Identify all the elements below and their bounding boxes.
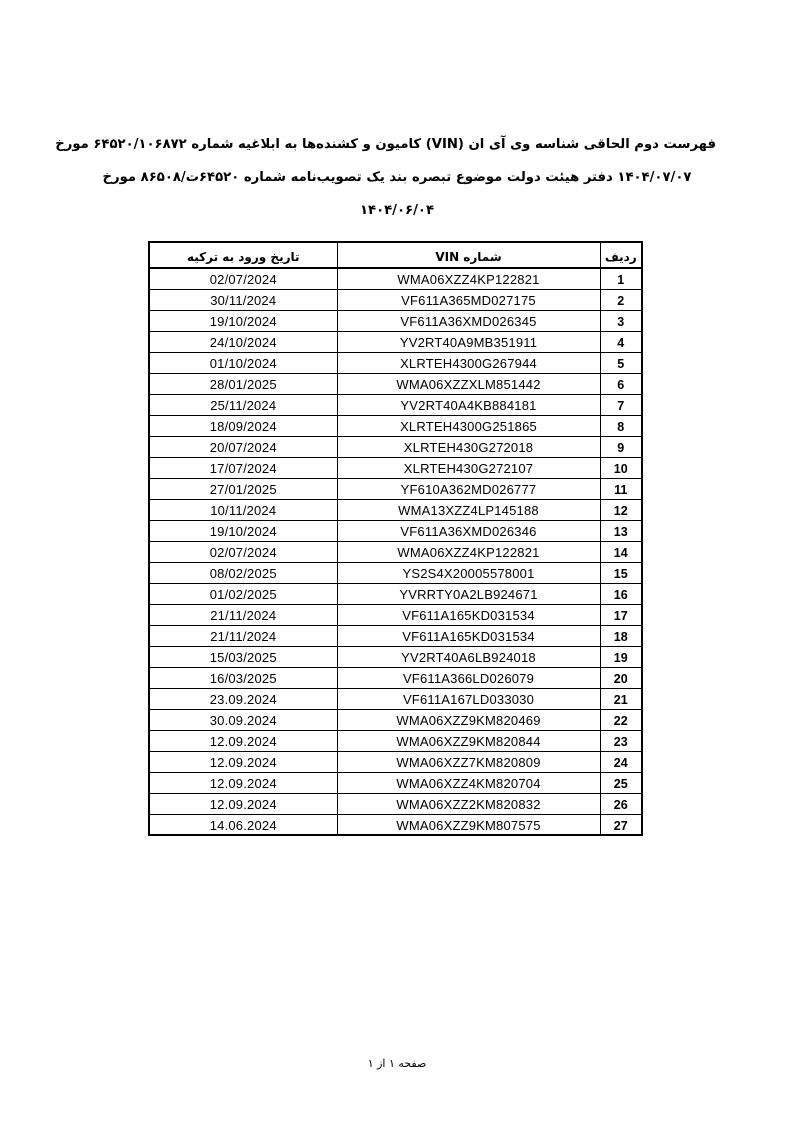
row-index-value: 5 (617, 357, 625, 371)
cell-date (149, 646, 337, 667)
vin-value: XLRTEH4300G251865 (400, 419, 537, 434)
table-row (149, 688, 642, 709)
entry-date-value: 19/10/2024 (209, 314, 277, 329)
table-row (149, 499, 642, 520)
cell-vin (337, 583, 600, 604)
row-index-value: 22 (613, 714, 628, 728)
vin-table-container (150, 241, 643, 836)
cell-vin (337, 688, 600, 709)
cell-date (149, 562, 337, 583)
entry-date-value: 19/10/2024 (209, 524, 277, 539)
entry-date-value: 17/07/2024 (209, 461, 277, 476)
cell-vin (337, 457, 600, 478)
cell-index (600, 499, 642, 520)
entry-date-value: 23.09.2024 (209, 692, 277, 707)
cell-vin (337, 814, 600, 835)
cell-date (149, 625, 337, 646)
cell-date (149, 289, 337, 310)
cell-index (600, 814, 642, 835)
title-line-1: فهرست دوم الحاقی شناسه وی آی ان (VIN) کامیون و کشنده‌ها به ابلاغیه شماره ۶۴۵۲۰/۱۰۶۸۷۲ مورخ (55, 137, 716, 152)
cell-index (600, 520, 642, 541)
page-footer (0, 1052, 794, 1071)
cell-vin (337, 604, 600, 625)
cell-date (149, 415, 337, 436)
vin-value: YV2RT40A6LB924018 (401, 650, 536, 665)
row-index-value: 12 (613, 504, 628, 518)
entry-date-value: 24/10/2024 (209, 335, 277, 350)
cell-index (600, 289, 642, 310)
cell-date (149, 436, 337, 457)
entry-date-value: 02/07/2024 (209, 545, 277, 560)
vin-value: WMA06XZZ9KM807575 (396, 817, 541, 833)
row-index-value: 4 (617, 336, 625, 350)
cell-vin (337, 373, 600, 394)
cell-vin (337, 268, 600, 289)
row-index-value: 17 (613, 609, 628, 623)
table-header-row (149, 242, 642, 268)
cell-date (149, 499, 337, 520)
row-index-value: 9 (617, 441, 625, 455)
table-row (149, 289, 642, 310)
entry-date-value: 12.09.2024 (209, 755, 277, 770)
vin-value: YV2RT40A4KB884181 (400, 398, 537, 413)
vin-value: VF611A165KD031534 (402, 608, 535, 623)
entry-date-value: 27/01/2025 (209, 482, 277, 497)
cell-vin (337, 499, 600, 520)
cell-index (600, 415, 642, 436)
cell-date (149, 310, 337, 331)
table-row (149, 751, 642, 772)
cell-index (600, 541, 642, 562)
column-header-date-label: تاریخ ورود به ترکیه (187, 249, 300, 264)
cell-index (600, 268, 642, 289)
cell-index (600, 562, 642, 583)
cell-date (149, 457, 337, 478)
cell-vin (337, 478, 600, 499)
table-row (149, 562, 642, 583)
cell-index (600, 394, 642, 415)
cell-index (600, 625, 642, 646)
entry-date-value: 18/09/2024 (209, 419, 277, 434)
cell-date (149, 730, 337, 751)
cell-vin (337, 793, 600, 814)
entry-date-value: 30/11/2024 (210, 293, 277, 308)
title-line-3: ۱۴۰۴/۰۶/۰۴ (359, 203, 435, 218)
cell-index (600, 730, 642, 751)
row-index-value: 7 (617, 399, 625, 413)
row-index-value: 2 (617, 294, 625, 308)
cell-vin (337, 310, 600, 331)
cell-vin (337, 772, 600, 793)
cell-vin (337, 541, 600, 562)
cell-date (149, 268, 337, 289)
vin-value: VF611A366LD026079 (402, 671, 535, 686)
cell-date (149, 793, 337, 814)
cell-date (149, 751, 337, 772)
table-header (149, 242, 642, 268)
cell-date (149, 520, 337, 541)
vin-value: VF611A167LD033030 (402, 692, 535, 707)
vin-table (148, 241, 643, 836)
table-row (149, 667, 642, 688)
column-header-vin-label: شماره VIN (435, 249, 502, 264)
table-row (149, 457, 642, 478)
row-index-value: 24 (613, 756, 628, 770)
vin-value: YVRRTY0A2LB924671 (399, 587, 538, 602)
entry-date-value: 21/11/2024 (210, 629, 277, 644)
vin-value: WMA06XZZ4KP122821 (397, 545, 540, 560)
cell-date (149, 709, 337, 730)
table-row (149, 646, 642, 667)
cell-vin (337, 667, 600, 688)
row-index-value: 6 (617, 378, 625, 392)
table-row (149, 394, 642, 415)
cell-index (600, 793, 642, 814)
row-index-value: 1 (617, 273, 625, 288)
table-row (149, 331, 642, 352)
vin-value: VF611A365MD027175 (401, 293, 536, 308)
table-row (149, 625, 642, 646)
cell-index (600, 457, 642, 478)
cell-vin (337, 520, 600, 541)
table-row (149, 373, 642, 394)
document-title-block (55, 128, 716, 227)
cell-index (600, 646, 642, 667)
vin-value: YS2S4X20005578001 (402, 566, 535, 581)
vin-value: WMA06XZZ9KM820844 (396, 734, 541, 749)
entry-date-value: 10/11/2024 (210, 503, 277, 518)
cell-vin (337, 352, 600, 373)
entry-date-value: 08/02/2025 (209, 566, 277, 581)
table-row (149, 415, 642, 436)
cell-date (149, 604, 337, 625)
cell-vin (337, 751, 600, 772)
title-line-2: ۱۴۰۴/۰۷/۰۷ دفتر هیئت دولت موضوع تبصره بند یک تصویب‌نامه شماره ۶۴۵۲۰ت/۸۶۵۰۸ مورخ (102, 170, 692, 185)
cell-index (600, 373, 642, 394)
vin-value: YV2RT40A9MB351911 (399, 335, 538, 350)
table-row (149, 604, 642, 625)
page-number-label: صفحه ۱ از ۱ (367, 1057, 427, 1070)
vin-value: VF611A36XMD026346 (400, 524, 537, 539)
vin-value: VF611A36XMD026345 (400, 314, 537, 329)
cell-index (600, 436, 642, 457)
column-header-vin (337, 242, 600, 268)
entry-date-value: 12.09.2024 (209, 797, 277, 812)
cell-index (600, 751, 642, 772)
table-body (149, 268, 642, 835)
column-header-date (149, 242, 337, 268)
cell-date (149, 772, 337, 793)
cell-vin (337, 394, 600, 415)
cell-index (600, 583, 642, 604)
cell-vin (337, 646, 600, 667)
vin-value: VF611A165KD031534 (402, 629, 535, 644)
vin-value: WMA06XZZ4KM820704 (396, 776, 541, 791)
row-index-value: 20 (613, 672, 628, 686)
cell-date (149, 478, 337, 499)
cell-index (600, 331, 642, 352)
entry-date-value: 20/07/2024 (209, 440, 277, 455)
cell-vin (337, 562, 600, 583)
cell-index (600, 310, 642, 331)
cell-date (149, 331, 337, 352)
table-row (149, 352, 642, 373)
entry-date-value: 30.09.2024 (209, 713, 277, 728)
table-row (149, 814, 642, 835)
cell-index (600, 772, 642, 793)
entry-date-value: 14.06.2024 (209, 817, 277, 833)
cell-date (149, 814, 337, 835)
table-row (149, 793, 642, 814)
row-index-value: 13 (613, 525, 628, 539)
cell-date (149, 373, 337, 394)
cell-index (600, 709, 642, 730)
cell-vin (337, 331, 600, 352)
row-index-value: 3 (617, 315, 625, 329)
table-row (149, 310, 642, 331)
vin-value: WMA06XZZ2KM820832 (396, 797, 541, 812)
cell-vin (337, 436, 600, 457)
entry-date-value: 25/11/2024 (210, 398, 277, 413)
cell-date (149, 583, 337, 604)
entry-date-value: 01/02/2025 (209, 587, 277, 602)
row-index-value: 23 (613, 735, 628, 749)
row-index-value: 26 (613, 798, 628, 812)
row-index-value: 16 (613, 588, 628, 602)
vin-value: WMA06XZZ4KP122821 (397, 272, 540, 288)
row-index-value: 10 (613, 462, 628, 476)
row-index-value: 18 (613, 630, 628, 644)
table-row (149, 772, 642, 793)
row-index-value: 15 (613, 567, 628, 581)
table-row (149, 436, 642, 457)
cell-date (149, 688, 337, 709)
column-header-index (600, 242, 642, 268)
cell-date (149, 394, 337, 415)
table-row (149, 730, 642, 751)
vin-value: WMA06XZZ7KM820809 (396, 755, 541, 770)
row-index-value: 19 (613, 651, 628, 665)
cell-vin (337, 415, 600, 436)
vin-value: XLRTEH430G272107 (403, 461, 534, 476)
table-row (149, 709, 642, 730)
row-index-value: 25 (613, 777, 628, 791)
entry-date-value: 01/10/2024 (209, 356, 277, 371)
table-row (149, 583, 642, 604)
cell-vin (337, 709, 600, 730)
cell-date (149, 352, 337, 373)
row-index-value: 27 (613, 818, 628, 833)
vin-value: WMA13XZZ4LP145188 (398, 503, 539, 518)
vin-value: XLRTEH430G272018 (403, 440, 534, 455)
row-index-value: 14 (613, 546, 628, 560)
vin-value: YF610A362MD026777 (400, 482, 537, 497)
vin-value: XLRTEH4300G267944 (400, 356, 537, 371)
row-index-value: 8 (617, 420, 625, 434)
cell-vin (337, 730, 600, 751)
table-row (149, 541, 642, 562)
column-header-index-label: ردیف (604, 249, 637, 264)
row-index-value: 11 (614, 483, 628, 497)
cell-index (600, 352, 642, 373)
entry-date-value: 12.09.2024 (209, 776, 277, 791)
table-row (149, 478, 642, 499)
entry-date-value: 21/11/2024 (210, 608, 277, 623)
table-row (149, 268, 642, 289)
cell-index (600, 688, 642, 709)
cell-index (600, 667, 642, 688)
cell-index (600, 478, 642, 499)
cell-date (149, 667, 337, 688)
cell-index (600, 604, 642, 625)
vin-value: WMA06XZZ9KM820469 (396, 713, 541, 728)
entry-date-value: 12.09.2024 (209, 734, 277, 749)
cell-vin (337, 289, 600, 310)
entry-date-value: 28/01/2025 (209, 377, 277, 392)
vin-value: WMA06XZZXLM851442 (396, 377, 541, 392)
cell-vin (337, 625, 600, 646)
row-index-value: 21 (613, 693, 628, 707)
table-row (149, 520, 642, 541)
cell-date (149, 541, 337, 562)
entry-date-value: 15/03/2025 (209, 650, 277, 665)
entry-date-value: 02/07/2024 (209, 272, 277, 288)
entry-date-value: 16/03/2025 (209, 671, 277, 686)
